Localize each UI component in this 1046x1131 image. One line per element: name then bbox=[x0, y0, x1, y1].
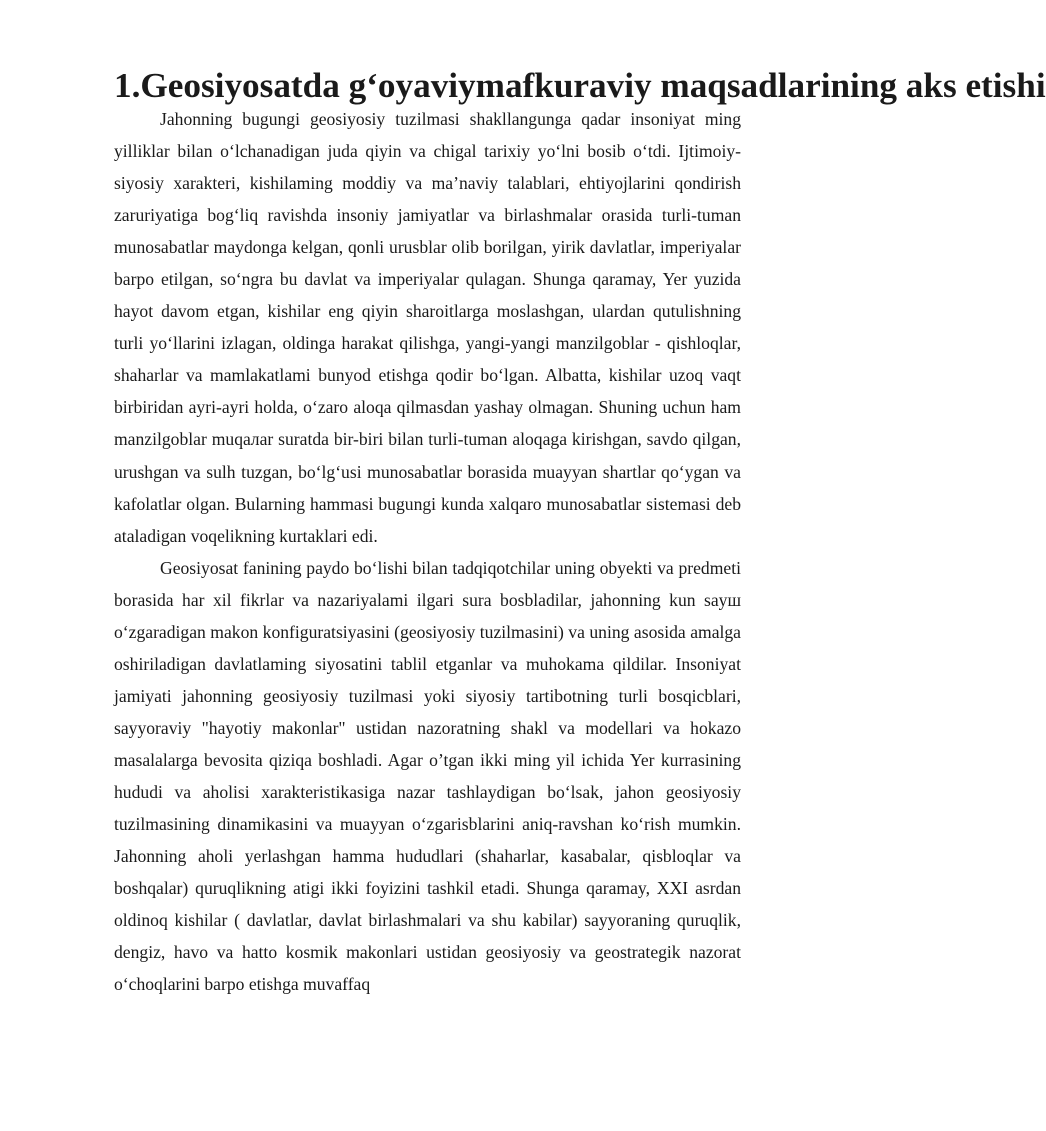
document-page bbox=[114, 66, 1046, 1000]
document-title: 1.Geosiyosatda g‘oyaviymafkuraviy maqsadlarining aks etishi bbox=[114, 66, 1046, 105]
paragraph-1: Jahonning bugungi geosiyosiy tuzilmasi shakllangunga qadar insoniyat ming yilliklar bilan o‘lchanadigan juda qiyin va chigal tarixiy yo‘lni bosib o‘tdi. Ijtimoiy-siyosiy xarakteri, kishilaming moddiy va ma’naviy talablari, ehtiyojlarini qondirish zaruriyatiga bog‘liq ravishda insoniy jamiyatlar va birlashmalar orasida turli-tuman munosabatlar maydonga kelgan, qonli urusblar olib borilgan, yirik davlatlar, imperiyalar barpo etilgan, so‘ngra bu davlat va imperiyalar qulagan. Shunga qaramay, Yer yuzida hayot davom etgan, kishilar eng qiyin sharoitlarga moslashgan, ulardan qutulishning turli yo‘llarini izlagan, oldinga harakat qilishga, yangi-yangi manzilgoblar - qishloqlar, shaharlar va mamlakatlami bunyod etishga qodir bo‘lgan. Albatta, kishilar uzoq vaqt birbiridan ayri-ayri holda, o‘zaro aloqa qilmasdan yashay olmagan. Shuning uchun ham manzilgoblar muqaлar suratda bir-biri bilan turli-tuman aloqaga kirishgan, savdo qilgan, urushgan va sulh tuzgan, bo‘lg‘usi munosabatlar borasida muayyan shartlar qo‘ygan va kafolatlar olgan. Bularning hammasi bugungi kunda xalqaro munosabatlar sistemasi deb ataladigan voqelikning kurtaklari edi. bbox=[114, 109, 741, 546]
paragraph-2: Geosiyosat fanining paydo bo‘lishi bilan tadqiqotchilar uning obyekti va predmeti borasida har xil fikrlar va nazariyalami ilgari sura bosbladilar, jahonning kun sayш o‘zgaradigan makon konfiguratsiyasini (geosiyosiy tuzilmasini) va uning asosida amalga oshiriladigan davlatlaming siyosatini tablil etganlar va muhokama qildilar. Insoniyat jamiyati jahonning geosiyosiy tuzilmasi yoki siyosiy tartibotning turli bosqicblari, sayyoraviy "hayotiy makonlar" ustidan nazoratning shakl va modellari va hokazo masalalarga bevosita qiziqa boshladi. Agar o’tgan ikki ming yil ichida Yer kurrasining hududi va aholisi xarakteristikasiga nazar tashlaydigan bo‘lsak, jahon geosiyosiy tuzilmasining dinamikasini va muayyan o‘zgarisblarini aniq-ravshan ko‘rish mumkin. Jahonning aholi yerlashgan hamma hududlari (shaharlar, kasabalar, qisbloqlar va boshqalar) quruqlikning atigi ikki foyizini tashkil etadi. Shunga qaramay, XXI asrdan oldinoq kishilar ( davlatlar, davlat birlashmalari va shu kabilar) sayyoraning quruqlik, dengiz, havo va hatto kosmik makonlari ustidan geosiyosiy va geostrategik nazorat o‘choqlarini barpo etishga muvaffaq bbox=[114, 557, 741, 995]
